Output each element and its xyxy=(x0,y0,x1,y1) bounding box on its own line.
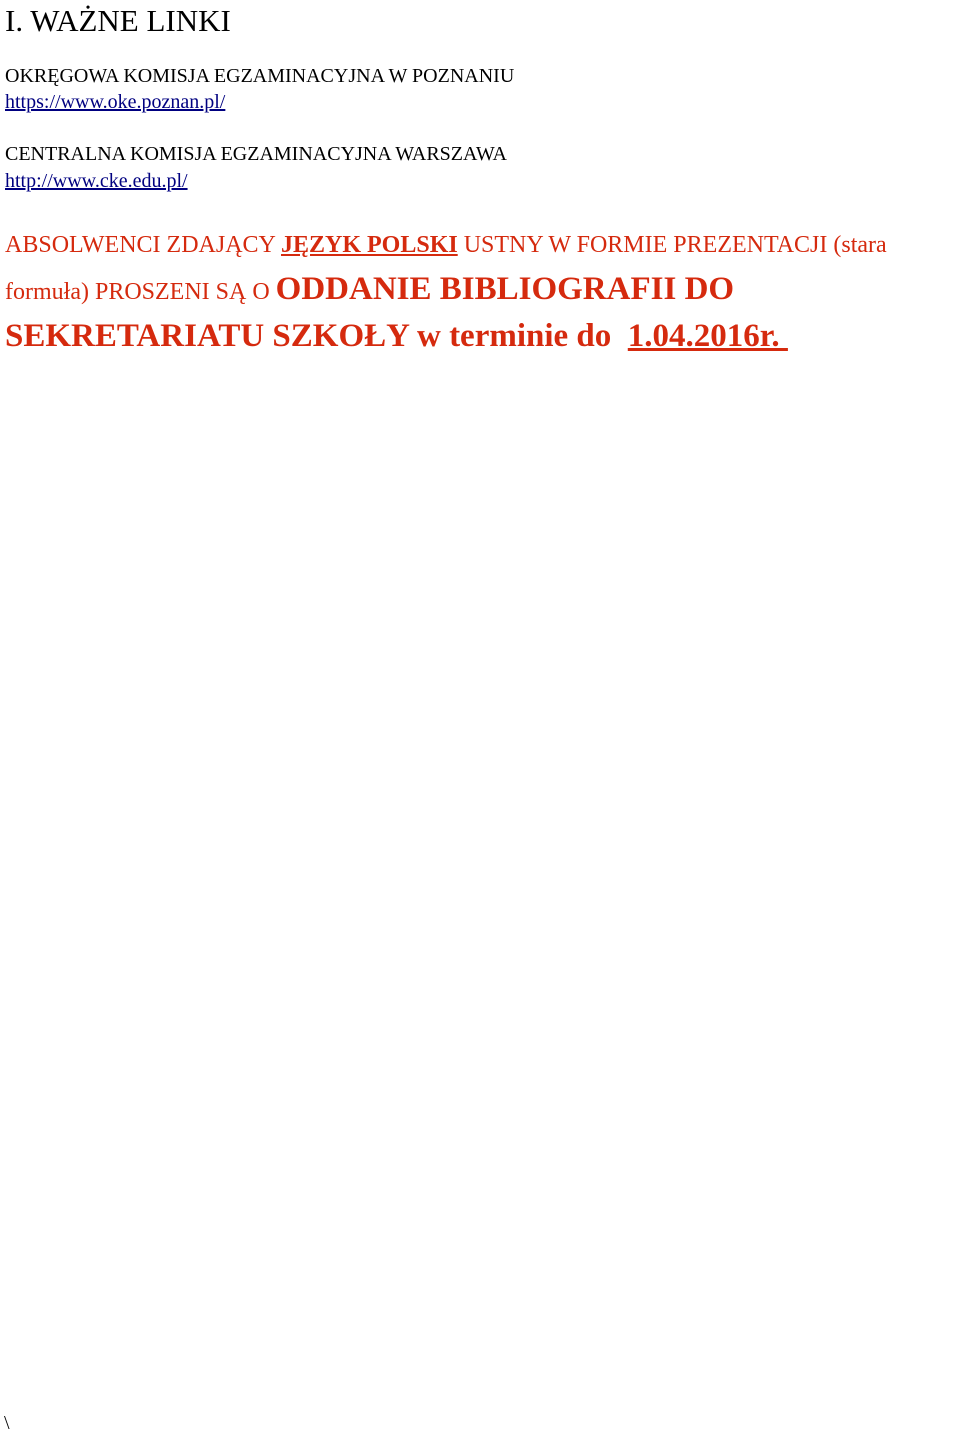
notice-subject: JĘZYK POLSKI xyxy=(281,232,458,258)
notice-text-part-3: formuła) PROSZENI SĄ O xyxy=(5,279,276,305)
notice-emphasis-1: ODDANIE BIBLIOGRAFII DO xyxy=(275,271,735,307)
notice-text-part-2: USTNY W FORMIE PREZENTACJI (stara xyxy=(457,232,887,258)
oke-poznan-name: OKRĘGOWA KOMISJA EGZAMINACYJNA W POZNANIU xyxy=(5,65,515,87)
notice-line-2 xyxy=(5,265,960,316)
bibliography-notice xyxy=(5,228,960,356)
notice-line-3 xyxy=(5,316,960,356)
footer-backslash: \ xyxy=(4,1412,10,1434)
cke-warszawa-link[interactable]: http://www.cke.edu.pl/ xyxy=(5,170,188,192)
cke-warszawa-name: CENTRALNA KOMISJA EGZAMINACYJNA WARSZAWA xyxy=(5,143,507,165)
page-title: I. WAŻNE LINKI xyxy=(5,3,231,38)
notice-deadline: 1.04.2016r. xyxy=(627,318,788,354)
oke-poznan-link[interactable]: https://www.oke.poznan.pl/ xyxy=(5,91,226,113)
notice-emphasis-2: SEKRETARIATU SZKOŁY w terminie do xyxy=(5,318,628,354)
notice-text-part-1: ABSOLWENCI ZDAJĄCY xyxy=(5,232,281,258)
notice-line-1 xyxy=(5,228,960,262)
